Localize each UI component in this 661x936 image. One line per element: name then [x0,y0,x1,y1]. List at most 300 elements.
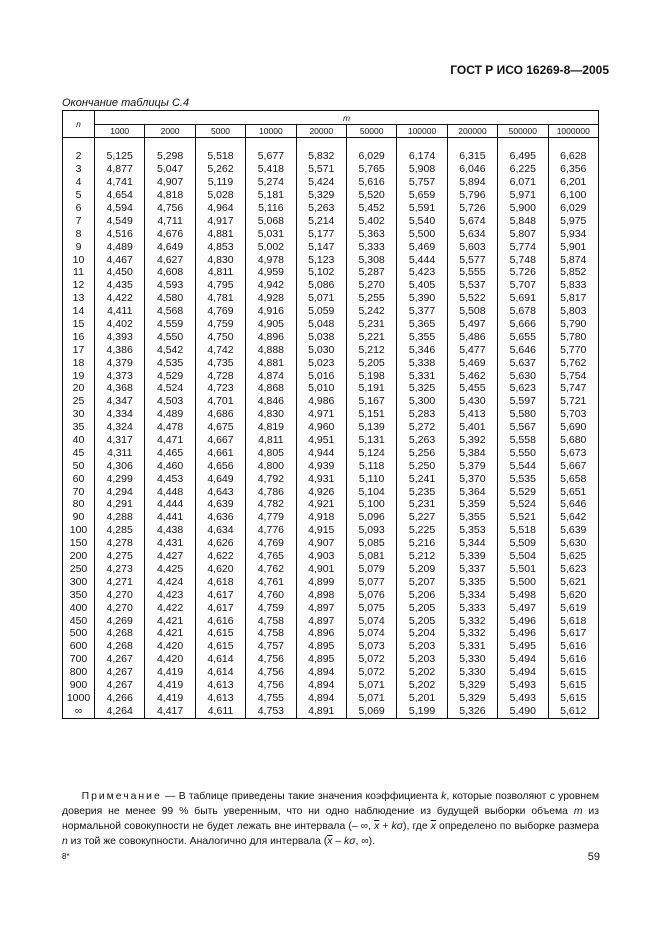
value-cell: 5,030 [296,343,346,356]
value-cell: 5,125 [95,150,145,163]
value-cell: 6,225 [498,163,548,176]
value-cell: 4,347 [95,395,145,408]
value-cell: 4,881 [246,356,296,369]
value-cell: 4,559 [145,318,195,331]
value-cell: 5,495 [498,640,548,653]
value-cell: 4,270 [95,601,145,614]
value-cell: 5,754 [548,369,598,382]
column-header: 200000 [447,125,497,138]
row-n-cell: ∞ [63,704,95,718]
column-header-row [63,125,599,138]
value-cell: 4,448 [145,485,195,498]
value-cell: 5,207 [397,575,447,588]
value-cell: 4,324 [95,421,145,434]
value-cell: 4,402 [95,318,145,331]
table-row [63,202,599,215]
value-cell: 5,894 [447,176,497,189]
value-cell: 4,928 [246,292,296,305]
value-cell: 4,916 [246,305,296,318]
value-cell: 4,288 [95,511,145,524]
value-cell: 5,616 [548,640,598,653]
value-cell: 5,076 [346,588,396,601]
row-n-cell: 200 [63,550,95,563]
value-cell: 5,509 [498,537,548,550]
value-cell: 5,329 [447,679,497,692]
value-cell: 4,613 [195,691,245,704]
table-row [63,189,599,202]
value-cell: 4,765 [246,550,296,563]
value-cell: 5,405 [397,279,447,292]
value-cell: 5,544 [498,459,548,472]
document-id: ГОСТ Р ИСО 16269-8—2005 [450,63,609,77]
column-header: 20000 [296,125,346,138]
table-row [63,691,599,704]
value-cell: 5,235 [397,485,447,498]
value-cell: 5,177 [296,227,346,240]
value-cell: 5,256 [397,446,447,459]
value-cell: 4,735 [195,356,245,369]
table-row [63,588,599,601]
value-cell: 4,311 [95,446,145,459]
row-n-cell: 16 [63,330,95,343]
value-cell: 4,756 [246,679,296,692]
value-cell: 5,119 [195,176,245,189]
value-cell: 5,494 [498,666,548,679]
value-cell: 5,263 [397,434,447,447]
value-cell: 4,667 [195,434,245,447]
value-cell: 5,225 [397,524,447,537]
value-cell: 5,110 [346,472,396,485]
value-cell: 5,597 [498,395,548,408]
value-cell: 5,748 [498,253,548,266]
value-cell: 4,611 [195,704,245,718]
value-cell: 4,420 [145,653,195,666]
value-cell: 4,649 [195,472,245,485]
value-cell: 5,522 [447,292,497,305]
value-cell: 5,274 [246,176,296,189]
value-cell: 5,469 [397,240,447,253]
value-cell: 4,608 [145,266,195,279]
row-n-cell: 40 [63,434,95,447]
table-row [63,601,599,614]
value-cell: 5,616 [346,176,396,189]
value-cell: 4,299 [95,472,145,485]
row-n-cell: 60 [63,472,95,485]
row-n-cell: 20 [63,382,95,395]
value-cell: 5,250 [397,459,447,472]
value-cell: 4,800 [246,459,296,472]
value-cell: 5,071 [346,679,396,692]
value-cell: 5,642 [548,511,598,524]
table-row [63,369,599,382]
value-cell: 5,198 [346,369,396,382]
page-number: 59 [587,851,600,863]
table-row [63,640,599,653]
table-row [63,421,599,434]
value-cell: 5,618 [548,614,598,627]
row-n-cell: 450 [63,614,95,627]
value-cell: 4,593 [145,279,195,292]
value-cell: 5,071 [346,691,396,704]
value-cell: 5,384 [447,446,497,459]
value-cell: 5,508 [447,305,497,318]
value-cell: 4,918 [296,511,346,524]
value-cell: 4,503 [145,395,195,408]
value-cell: 4,686 [195,408,245,421]
value-cell: 4,291 [95,498,145,511]
table-row [63,305,599,318]
value-cell: 5,630 [498,369,548,382]
value-cell: 5,335 [447,575,497,588]
value-cell: 5,623 [498,382,548,395]
value-cell: 4,419 [145,691,195,704]
value-cell: 5,521 [498,511,548,524]
value-cell: 5,344 [447,537,497,550]
value-cell: 5,071 [296,292,346,305]
column-header: 10000 [246,125,296,138]
value-cell: 5,079 [346,563,396,576]
value-cell: 5,625 [548,550,598,563]
value-cell: 5,216 [397,537,447,550]
value-cell: 4,615 [195,627,245,640]
value-cell: 4,711 [145,214,195,227]
row-n-cell: 30 [63,408,95,421]
value-cell: 4,894 [296,666,346,679]
value-cell: 6,495 [498,150,548,163]
value-cell: 4,894 [296,691,346,704]
value-cell: 6,029 [346,150,396,163]
value-cell: 4,489 [145,408,195,421]
value-cell: 4,435 [95,279,145,292]
value-cell: 5,074 [346,614,396,627]
value-cell: 4,805 [246,446,296,459]
value-cell: 5,496 [498,627,548,640]
value-cell: 5,537 [447,279,497,292]
value-cell: 4,986 [296,395,346,408]
value-cell: 5,550 [498,446,548,459]
value-cell: 6,201 [548,176,598,189]
value-cell: 5,430 [447,395,497,408]
table-row [63,279,599,292]
table-row [63,627,599,640]
row-n-cell: 7 [63,214,95,227]
table-row [63,318,599,331]
table-row [63,150,599,163]
value-cell: 4,419 [145,679,195,692]
table-row [63,653,599,666]
table-row [63,343,599,356]
row-n-cell: 17 [63,343,95,356]
value-cell: 4,760 [246,588,296,601]
value-cell: 4,897 [296,601,346,614]
value-cell: 5,540 [397,214,447,227]
value-cell: 5,874 [548,253,598,266]
value-cell: 4,921 [296,498,346,511]
row-n-cell: 90 [63,511,95,524]
row-n-cell: 15 [63,318,95,331]
value-cell: 4,568 [145,305,195,318]
value-cell: 5,424 [296,176,346,189]
table-row [63,459,599,472]
value-cell: 5,615 [548,679,598,692]
value-cell: 5,803 [548,305,598,318]
row-n-cell: 6 [63,202,95,215]
value-cell: 4,294 [95,485,145,498]
table-row [63,214,599,227]
value-cell: 5,326 [447,704,497,718]
value-cell: 5,518 [195,150,245,163]
value-cell: 5,677 [246,150,296,163]
value-cell: 6,174 [397,150,447,163]
value-cell: 5,634 [447,227,497,240]
value-cell: 4,620 [195,563,245,576]
row-n-cell: 45 [63,446,95,459]
value-cell: 5,203 [397,640,447,653]
value-cell: 4,649 [145,240,195,253]
value-cell: 4,756 [246,653,296,666]
value-cell: 4,915 [296,524,346,537]
value-cell: 5,329 [447,691,497,704]
value-cell: 4,386 [95,343,145,356]
value-cell: 5,691 [498,292,548,305]
table-row [63,292,599,305]
value-cell: 5,747 [548,382,598,395]
value-cell: 4,450 [95,266,145,279]
table-row [63,679,599,692]
value-cell: 5,073 [346,640,396,653]
value-cell: 4,460 [145,459,195,472]
value-cell: 5,102 [296,266,346,279]
value-cell: 5,555 [447,266,497,279]
value-cell: 5,010 [296,382,346,395]
value-cell: 4,881 [195,227,245,240]
value-cell: 4,421 [145,614,195,627]
value-cell: 4,769 [195,305,245,318]
value-cell: 4,275 [95,550,145,563]
value-cell: 5,331 [397,369,447,382]
value-cell: 5,203 [397,653,447,666]
value-cell: 5,298 [145,150,195,163]
value-cell: 5,765 [346,163,396,176]
value-cell: 5,338 [397,356,447,369]
value-cell: 4,368 [95,382,145,395]
value-cell: 5,577 [447,253,497,266]
value-cell: 5,971 [498,189,548,202]
value-cell: 4,675 [195,421,245,434]
value-cell: 4,614 [195,666,245,679]
value-cell: 4,421 [145,627,195,640]
table-row [63,227,599,240]
value-cell: 4,755 [246,691,296,704]
value-cell: 5,673 [548,446,598,459]
table-row [63,614,599,627]
value-cell: 4,423 [145,588,195,601]
value-cell: 5,355 [447,511,497,524]
value-cell: 4,622 [195,550,245,563]
value-cell: 5,535 [498,472,548,485]
value-cell: 5,630 [548,537,598,550]
value-cell: 5,591 [397,202,447,215]
value-cell: 5,201 [397,691,447,704]
value-cell: 5,817 [548,292,598,305]
value-cell: 4,895 [296,653,346,666]
table-row [63,408,599,421]
value-cell: 5,621 [548,575,598,588]
value-cell: 4,853 [195,240,245,253]
row-n-cell: 4 [63,176,95,189]
value-cell: 5,355 [397,330,447,343]
table-row [63,472,599,485]
value-cell: 6,046 [447,163,497,176]
value-cell: 5,680 [548,434,598,447]
value-cell: 6,628 [548,150,598,163]
value-cell: 5,520 [346,189,396,202]
value-cell: 5,334 [447,588,497,601]
value-cell: 5,900 [498,202,548,215]
row-n-cell: 25 [63,395,95,408]
row-n-cell: 250 [63,563,95,576]
value-cell: 4,964 [195,202,245,215]
value-cell: 6,356 [548,163,598,176]
value-cell: 4,636 [195,511,245,524]
value-cell: 5,262 [195,163,245,176]
value-cell: 5,205 [397,601,447,614]
value-cell: 4,762 [246,563,296,576]
value-cell: 4,617 [195,601,245,614]
value-cell: 5,023 [296,356,346,369]
value-cell: 5,833 [548,279,598,292]
row-n-cell: 400 [63,601,95,614]
value-cell: 4,425 [145,563,195,576]
value-cell: 5,359 [447,498,497,511]
value-cell: 5,392 [447,434,497,447]
m-header: m [95,111,599,125]
table-row [63,253,599,266]
table-body [63,150,599,718]
value-cell: 5,832 [296,150,346,163]
value-cell: 5,074 [346,627,396,640]
value-cell: 4,942 [246,279,296,292]
column-header: 100000 [397,125,447,138]
value-cell: 4,894 [296,679,346,692]
value-cell: 4,758 [246,614,296,627]
value-cell: 5,418 [246,163,296,176]
value-cell: 4,896 [246,330,296,343]
value-cell: 4,786 [246,485,296,498]
value-cell: 5,703 [548,408,598,421]
row-n-cell: 700 [63,653,95,666]
value-cell: 4,897 [296,614,346,627]
value-cell: 5,524 [498,498,548,511]
value-cell: 5,707 [498,279,548,292]
value-cell: 4,939 [296,459,346,472]
value-cell: 4,453 [145,472,195,485]
value-cell: 5,337 [447,563,497,576]
value-cell: 4,741 [95,176,145,189]
value-cell: 4,819 [246,421,296,434]
value-cell: 4,431 [145,537,195,550]
value-cell: 6,315 [447,150,497,163]
value-cell: 4,907 [145,176,195,189]
column-header: 2000 [145,125,195,138]
value-cell: 4,891 [296,704,346,718]
value-cell: 5,272 [397,421,447,434]
row-n-cell: 5 [63,189,95,202]
value-cell: 4,471 [145,434,195,447]
value-cell: 5,205 [397,614,447,627]
value-cell: 4,944 [296,446,346,459]
value-cell: 4,898 [296,588,346,601]
value-cell: 5,181 [246,189,296,202]
value-cell: 4,779 [246,511,296,524]
value-cell: 5,214 [296,214,346,227]
data-table [62,110,599,719]
value-cell: 4,334 [95,408,145,421]
row-n-cell: 14 [63,305,95,318]
value-cell: 5,623 [548,563,598,576]
table-row [63,266,599,279]
value-cell: 4,756 [145,202,195,215]
value-cell: 5,452 [346,202,396,215]
value-cell: 5,116 [246,202,296,215]
value-cell: 4,580 [145,292,195,305]
value-cell: 4,489 [95,240,145,253]
value-cell: 5,325 [397,382,447,395]
value-cell: 5,780 [548,330,598,343]
column-header: 500000 [498,125,548,138]
value-cell: 5,364 [447,485,497,498]
value-cell: 5,068 [246,214,296,227]
value-cell: 5,908 [397,163,447,176]
value-cell: 5,690 [548,421,598,434]
value-cell: 4,811 [195,266,245,279]
column-header: 50000 [346,125,396,138]
value-cell: 4,795 [195,279,245,292]
value-cell: 5,497 [498,601,548,614]
value-cell: 4,877 [95,163,145,176]
value-cell: 5,493 [498,679,548,692]
value-cell: 4,757 [246,640,296,653]
value-cell: 5,047 [145,163,195,176]
value-cell: 5,093 [346,524,396,537]
table-row [63,666,599,679]
row-n-cell: 18 [63,356,95,369]
value-cell: 5,241 [397,472,447,485]
row-n-cell: 300 [63,575,95,588]
value-cell: 6,071 [498,176,548,189]
value-cell: 5,212 [346,343,396,356]
value-cell: 5,498 [498,588,548,601]
value-cell: 5,678 [498,305,548,318]
value-cell: 4,756 [246,666,296,679]
value-cell: 4,903 [296,550,346,563]
value-cell: 5,028 [195,189,245,202]
value-cell: 4,643 [195,485,245,498]
value-cell: 4,444 [145,498,195,511]
value-cell: 5,796 [447,189,497,202]
row-n-cell: 150 [63,537,95,550]
value-cell: 4,271 [95,575,145,588]
value-cell: 5,580 [498,408,548,421]
value-cell: 5,501 [498,563,548,576]
value-cell: 4,917 [195,214,245,227]
value-cell: 5,059 [296,305,346,318]
value-cell: 4,615 [195,640,245,653]
value-cell: 5,790 [548,318,598,331]
row-n-cell: 500 [63,627,95,640]
value-cell: 4,761 [246,575,296,588]
value-cell: 4,951 [296,434,346,447]
